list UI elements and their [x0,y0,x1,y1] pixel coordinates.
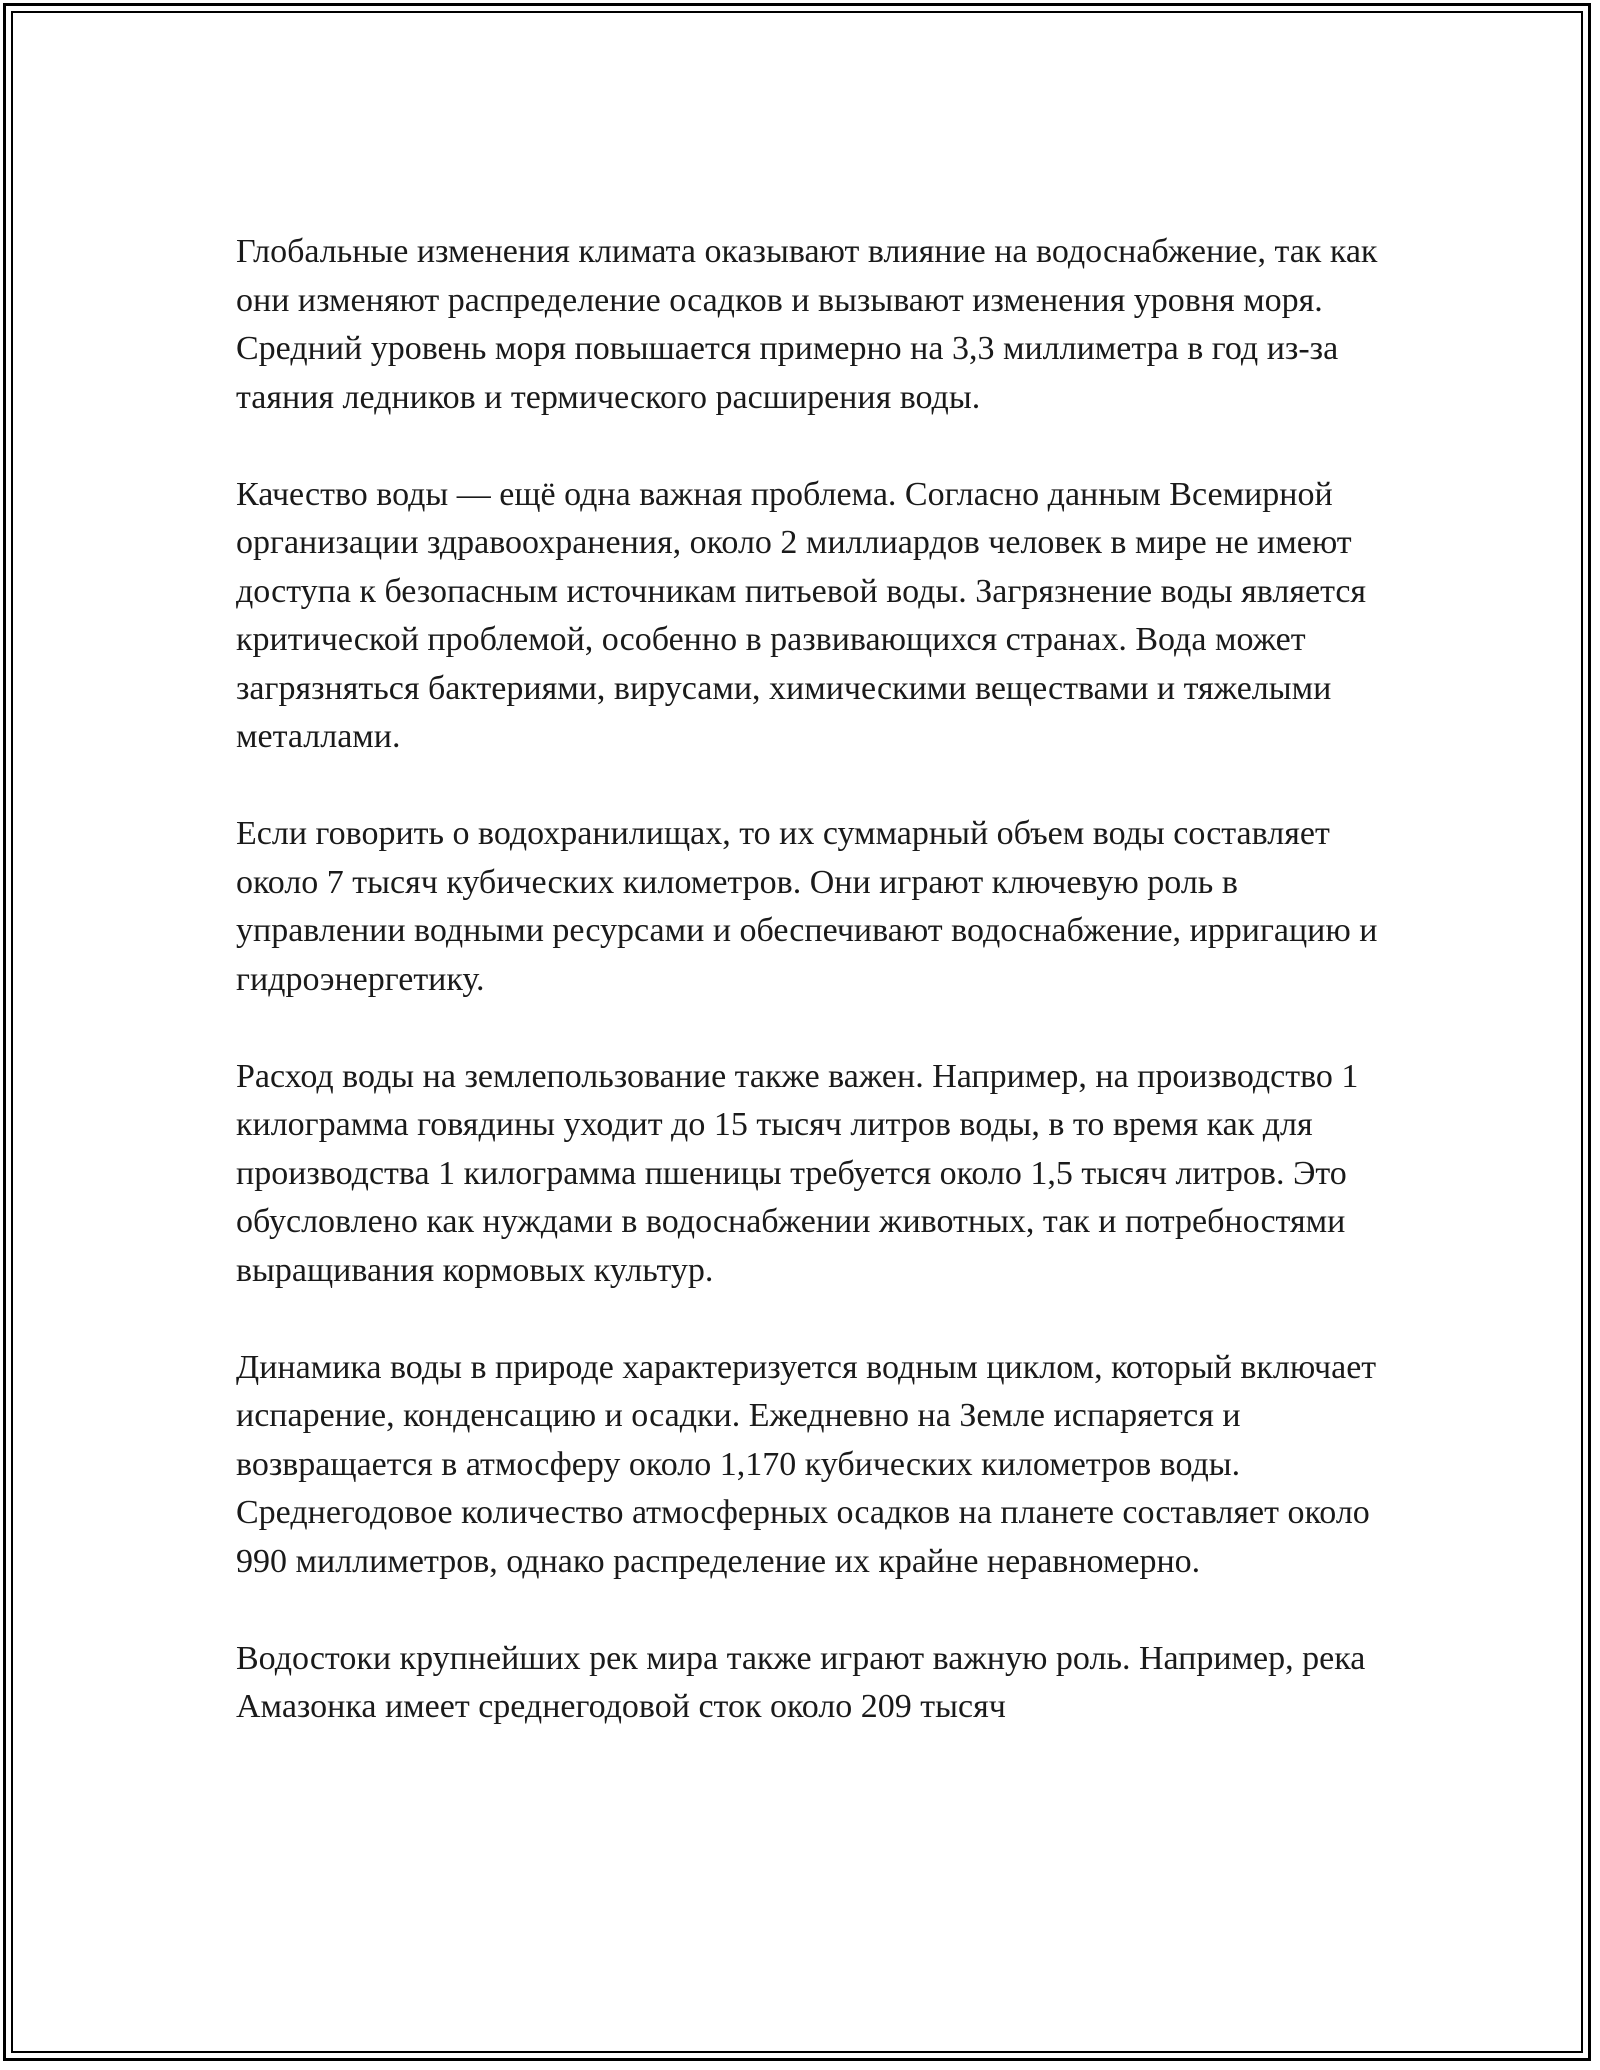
paragraph-reservoirs: Если говорить о водохранилищах, то их суммарный объем воды составляет около 7 тысяч кубических километров. Они играют ключевую роль в управлении водными ресурсами и обеспечивают водоснабжение, ирригацию и гидроэнергетику. [236,815,1378,998]
paragraph-rivers: Водостоки крупнейших рек мира также играют важную роль. Например, река Амазонка имеет среднегодовой сток около 209 тысяч [236,1639,1366,1725]
paragraph-water-cycle: Динамика воды в природе характеризуется водным циклом, который включает испарение, конденсацию и осадки. Ежедневно на Земле испаряется и возвращается в атмосферу около 1,170 кубических километров воды. Среднегодовое количество атмосферных осадков на планете составляет около 990 миллиметров, однако распределение их крайне неравномерно. [236,1348,1377,1580]
paragraph-water-quality: Качество воды — ещё одна важная проблема. Согласно данным Всемирной организации здравоохранения, около 2 миллиардов человек в мире не имеют доступа к безопасным источникам питьевой воды. Загрязнение воды является критической проблемой, особенно в развивающихся странах. Вода может загрязняться бактериями, вирусами, химическими веществами и тяжелыми металлами. [236,475,1367,755]
paragraph-climate-change: Глобальные изменения климата оказывают влияние на водоснабжение, так как они изменяют распределение осадков и вызывают изменения уровня моря. Средний уровень моря повышается примерно на 3,3 миллиметра в год из-за таяния ледников и термического расширения воды. [236,233,1378,416]
document-body [236,228,1386,1732]
paragraph-land-use: Расход воды на землепользование также важен. Например, на производство 1 килограмма говядины уходит до 15 тысяч литров воды, в то время как для производства 1 килограмма пшеницы требуется около 1,5 тысяч литров. Это обусловлено как нуждами в водоснабжении животных, так и потребностями выращивания кормовых культур. [236,1057,1359,1289]
